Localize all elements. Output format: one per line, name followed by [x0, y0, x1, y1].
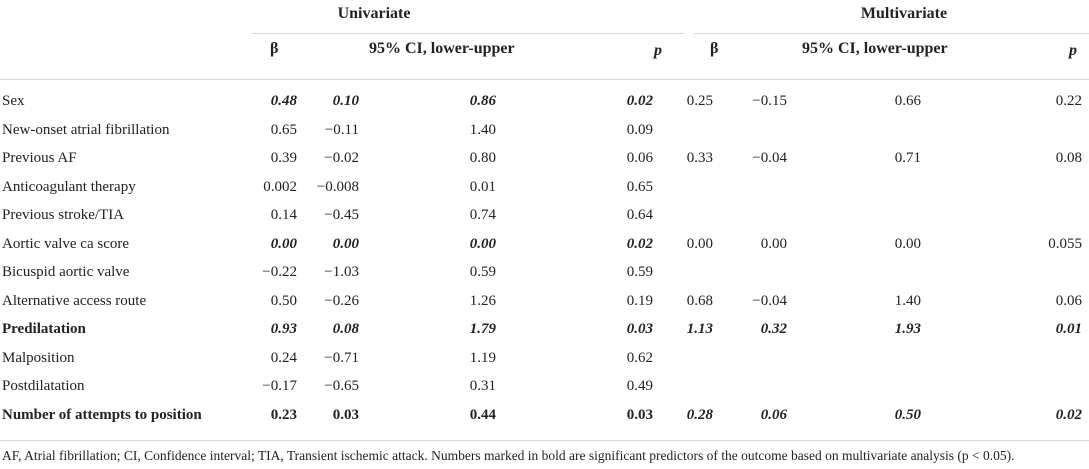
uni-ci-upper-cell: 1.19: [469, 349, 496, 366]
row-label: Previous AF: [2, 150, 77, 166]
multi-ci-lower-cell: −0.04: [752, 292, 787, 309]
subheader-p-multi: p: [1069, 42, 1077, 59]
uni-beta-cell: −0.17: [262, 378, 297, 394]
subheader-ci-multi: 95% CI, lower-upper: [802, 40, 948, 57]
uni-ci-lower-cell: −0.71: [324, 349, 359, 366]
row-label: Anticoagulant therapy: [2, 178, 136, 195]
row-label: Previous stroke/TIA: [2, 207, 125, 223]
uni-ci-lower-cell: −0.26: [324, 292, 359, 309]
uni-ci-lower-cell: −1.03: [324, 264, 359, 280]
multi-ci-lower-cell: −0.15: [752, 93, 787, 109]
multi-p-cell: 0.02: [1055, 406, 1082, 423]
uni-ci-upper-cell: 1.26: [469, 292, 496, 309]
uni-ci-lower-cell: −0.02: [324, 150, 359, 166]
uni-beta-cell: −0.22: [262, 264, 297, 280]
group-underline-multivariate: [694, 33, 1089, 34]
uni-p-cell: 0.65: [626, 178, 653, 195]
multi-beta-cell: 0.25: [686, 93, 713, 109]
multi-ci-lower-cell: 0.00: [760, 235, 787, 252]
multi-ci-lower-cell: 0.06: [760, 406, 787, 423]
uni-ci-upper-cell: 1.79: [469, 321, 496, 337]
multi-beta-cell: 1.13: [686, 321, 713, 337]
uni-beta-cell: 0.48: [270, 93, 297, 109]
row-label: Number of attempts to position: [2, 406, 202, 423]
uni-ci-upper-cell: 0.80: [469, 150, 496, 166]
uni-beta-cell: 0.65: [270, 121, 297, 138]
multi-beta-cell: 0.68: [686, 292, 713, 309]
subheader-beta-multi: β: [710, 40, 719, 57]
group-header-multivariate: Multivariate: [860, 5, 948, 22]
multi-p-cell: 0.01: [1055, 321, 1082, 337]
multi-ci-upper-cell: 1.93: [894, 321, 921, 337]
uni-p-cell: 0.06: [626, 150, 653, 166]
uni-p-cell: 0.62: [626, 349, 653, 366]
uni-beta-cell: 0.14: [270, 207, 297, 223]
uni-p-cell: 0.19: [626, 292, 653, 309]
multi-ci-lower-cell: −0.04: [752, 150, 787, 166]
multi-ci-upper-cell: 0.50: [894, 406, 921, 423]
uni-ci-lower-cell: −0.008: [316, 178, 359, 195]
uni-beta-cell: 0.24: [270, 349, 297, 366]
uni-beta-cell: 0.39: [270, 150, 297, 166]
uni-ci-lower-cell: −0.45: [324, 207, 359, 223]
uni-ci-lower-cell: 0.10: [332, 93, 359, 109]
uni-p-cell: 0.02: [626, 235, 653, 252]
uni-p-cell: 0.59: [626, 264, 653, 280]
row-label: Predilatation: [2, 321, 86, 337]
multi-p-cell: 0.055: [1048, 235, 1082, 252]
uni-ci-lower-cell: −0.11: [324, 121, 359, 138]
header-bottom-rule: [0, 79, 1089, 80]
uni-ci-lower-cell: 0.00: [332, 235, 359, 252]
group-underline-univariate: [252, 33, 684, 34]
subheader-ci-uni: 95% CI, lower-upper: [369, 40, 515, 57]
uni-beta-cell: 0.00: [270, 235, 297, 252]
uni-ci-upper-cell: 0.86: [469, 93, 496, 109]
row-label: Sex: [2, 93, 25, 109]
subheader-beta-uni: β: [270, 40, 279, 57]
multi-ci-upper-cell: 1.40: [894, 292, 921, 309]
multi-p-cell: 0.22: [1055, 93, 1082, 109]
uni-ci-upper-cell: 0.01: [469, 178, 496, 195]
multi-beta-cell: 0.00: [686, 235, 713, 252]
uni-ci-upper-cell: 0.59: [469, 264, 496, 280]
uni-beta-cell: 0.23: [270, 406, 297, 423]
row-label: Aortic valve ca score: [2, 235, 130, 252]
uni-ci-upper-cell: 0.74: [469, 207, 496, 223]
uni-ci-upper-cell: 1.40: [469, 121, 496, 138]
uni-beta-cell: 0.002: [263, 178, 297, 195]
footnote: AF, Atrial fibrillation; CI, Confidence interval; TIA, Transient ischemic attack. Numbers marked in bold are significant predictors of the outcome based on multivariate analysis (p < 0.05).: [2, 448, 1015, 463]
row-label: Bicuspid aortic valve: [2, 264, 130, 280]
multi-ci-upper-cell: 0.00: [894, 235, 921, 252]
uni-ci-lower-cell: −0.65: [324, 378, 359, 394]
uni-p-cell: 0.64: [626, 207, 653, 223]
uni-beta-cell: 0.50: [270, 292, 297, 309]
uni-ci-upper-cell: 0.31: [469, 378, 496, 394]
uni-beta-cell: 0.93: [270, 321, 297, 337]
group-header-univariate: Univariate: [337, 5, 411, 22]
multi-beta-cell: 0.28: [686, 406, 713, 423]
row-label: Postdilatation: [2, 378, 85, 394]
uni-ci-upper-cell: 0.00: [469, 235, 496, 252]
multi-ci-upper-cell: 0.66: [894, 93, 921, 109]
multi-p-cell: 0.08: [1055, 150, 1082, 166]
uni-p-cell: 0.49: [626, 378, 653, 394]
table-bottom-rule: [0, 440, 1089, 441]
uni-ci-upper-cell: 0.44: [469, 406, 496, 423]
uni-ci-lower-cell: 0.03: [332, 406, 359, 423]
row-label: New-onset atrial fibrillation: [2, 121, 170, 138]
uni-p-cell: 0.02: [626, 93, 653, 109]
row-label: Alternative access route: [2, 292, 147, 309]
multi-beta-cell: 0.33: [686, 150, 713, 166]
multi-p-cell: 0.06: [1055, 292, 1082, 309]
uni-ci-lower-cell: 0.08: [332, 321, 359, 337]
uni-p-cell: 0.03: [626, 406, 653, 423]
subheader-p-uni: p: [654, 42, 662, 59]
uni-p-cell: 0.09: [626, 121, 653, 138]
uni-p-cell: 0.03: [626, 321, 653, 337]
multi-ci-lower-cell: 0.32: [760, 321, 787, 337]
multi-ci-upper-cell: 0.71: [894, 150, 921, 166]
row-label: Malposition: [2, 349, 75, 366]
